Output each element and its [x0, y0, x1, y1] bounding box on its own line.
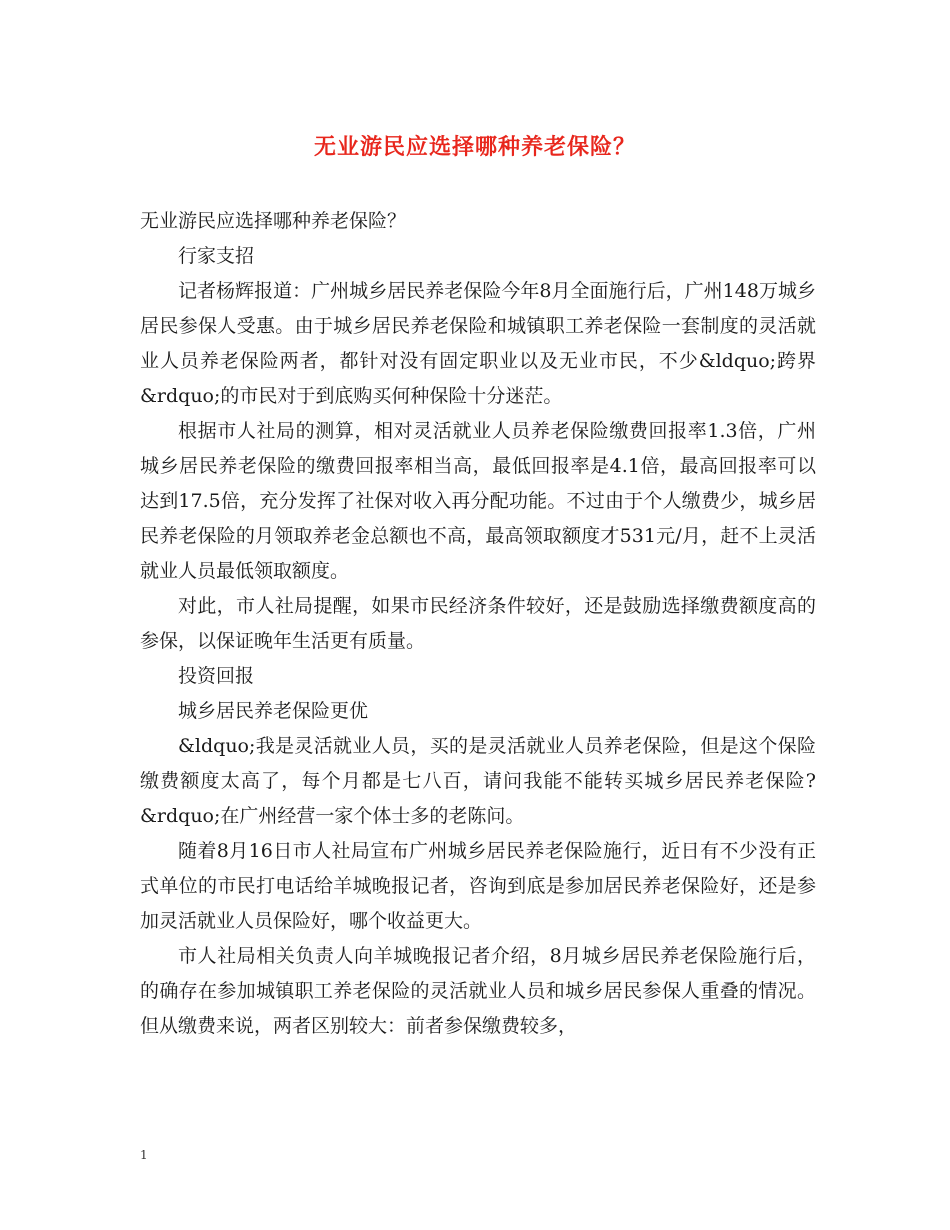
paragraph: 对此，市人社局提醒，如果市民经济条件较好，还是鼓励选择缴费额度高的参保，以保证晚年生活更有质量。 — [140, 595, 816, 652]
paragraph-subtitle: 无业游民应选择哪种养老保险？ — [140, 210, 407, 232]
paragraph: &ldquo;我是灵活就业人员，买的是灵活就业人员养老保险，但是这个保险缴费额度太高了，每个月都是七八百，请问我能不能转买城乡居民养老保险?&rdquo;在广州经营一家个体士多的老陈问。 — [140, 735, 816, 827]
paragraph-section-subheading: 城乡居民养老保险更优 — [178, 700, 369, 722]
paragraph: 随着8月16日市人社局宣布广州城乡居民养老保险施行，近日有不少没有正式单位的市民打电话给羊城晚报记者，咨询到底是参加居民养老保险好，还是参加灵活就业人员保险好，哪个收益更大。 — [140, 840, 816, 932]
paragraph: 市人社局相关负责人向羊城晚报记者介绍，8月城乡居民养老保险施行后，的确存在参加城镇职工养老保险的灵活就业人员和城乡居民参保人重叠的情况。但从缴费来说，两者区别较大：前者参保缴费较多， — [140, 945, 816, 1037]
paragraph: 根据市人社局的测算，相对灵活就业人员养老保险缴费回报率1.3倍，广州城乡居民养老保险的缴费回报率相当高，最低回报率是4.1倍，最高回报率可以达到17.5倍，充分发挥了社保对收入再分配功能。不过由于个人缴费少，城乡居民养老保险的月领取养老金总额也不高，最高领取额度才531元/月，赶不上灵活就业人员最低领取额度。 — [140, 420, 816, 582]
document-body — [140, 204, 816, 1044]
paragraph: 记者杨辉报道：广州城乡居民养老保险今年8月全面施行后，广州148万城乡居民参保人受惠。由于城乡居民养老保险和城镇职工养老保险一套制度的灵活就业人员养老保险两者，都针对没有固定职业以及无业市民，不少&ldquo;跨界&rdquo;的市民对于到底购买何种保险十分迷茫。 — [140, 280, 816, 407]
paragraph-section-heading: 投资回报 — [178, 665, 255, 687]
paragraph-section-heading: 行家支招 — [178, 245, 255, 267]
page-number: 1 — [140, 1148, 148, 1162]
document-title: 无业游民应选择哪种养老保险？ — [313, 134, 636, 160]
